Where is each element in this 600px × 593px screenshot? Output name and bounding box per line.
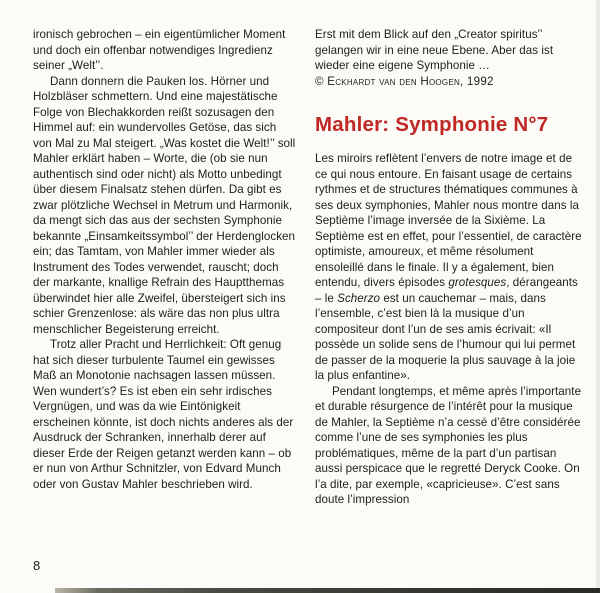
left-column: [33, 27, 298, 492]
page-number: 8: [33, 558, 41, 573]
german-paragraph-1: ironisch gebrochen – ein eigentümlicher Moment und doch ein offenbar notwendiges Ingredienz seiner „Welt’’.: [33, 28, 286, 72]
french-p1-italic-grotesques: grotesques: [448, 276, 507, 289]
french-p1-segment: Les miroirs reflètent l’envers de notre image et de ce qui nous entoure. En faisant usage de certains rythmes et de structures thématiques communes à ses deux symphonies, Mahler nous montre dans la Septième l’image inversée de la Sixième. La Septième est en effet, pour l’essentiel, de caractère optimiste, amoureux, et même résolument ensoleillé dans le finale. Il y a également, bien entendu, divers épisodes: [315, 152, 582, 289]
french-paragraph-1: [315, 151, 583, 384]
copyright-credit: © Eckhardt van den Hoogen, 1992: [315, 74, 494, 88]
french-p1-italic-scherzo: Scherzo: [337, 291, 381, 305]
german-conclusion-paragraph: Erst mit dem Blick auf den „Creator spiritus’’ gelangen wir in eine neue Ebene. Aber das ist wieder eine eigene Symphonie …: [315, 28, 554, 72]
german-paragraph-2: Dann donnern die Pauken los. Hörner und Holzbläser schmettern. Und eine majestätische Folge von Blechakkorden reißt sozusagen den Himmel auf: ein wundervolles Getöse, das sich von Mal zu Mal steigert. „Was kostet die Welt!’’ soll Mahler erklärt haben – Worte, die (ob sie nun authentisch sind oder nicht) als Motto unbedingt über diesem Finalsatz stehen dürfen. Da gibt es zwar plötzliche Wechsel in Metrum und Harmonik, da mengt sich das aus der sechsten Symphonie bekannte „Einsamkeitssymbol’’ der Herdenglocken ein; das Tamtam, von Mahler immer wieder als Instrument des Todes verwendet, rauscht; doch der markante, knallige Refrain des Hauptthemas überwindet hier alle Zweifel, übersteigert sich ins schier Grenzenlose: als wäre das non plus ultra menschlicher Begeisterung erreicht.: [33, 74, 296, 336]
scan-edge-bar: [55, 588, 600, 593]
french-p1-segment: est un cauchemar – mais, dans l’ensemble, c’est bien là la musique d’un compositeur dont l’un de ses amis écrivait: «Il possède un solide sens de l’humour qui lui permet de passer de la moquerie la plus sauvage à la joie la plus enfantine».: [315, 291, 576, 382]
page-edge-shadow: [596, 0, 600, 593]
right-column: [315, 27, 583, 508]
german-paragraph-3: Trotz aller Pracht und Herrlichkeit: Oft genug hat sich dieser turbulente Taumel ein gewisses Maß an Monotonie nachsagen lassen müssen. Wen wundert’s? Es ist eben ein sehr irdisches Vergnügen, und was da wie Eintönigkeit erscheinen könnte, ist doch nichts anderes als der Ausdruck der Schranken, innerhalb derer auf dieser Erde der Reigen getanzt werden kann – ob er nun von Arthur Schnitzler, von Edvard Munch oder von Gustav Mahler beschrieben wird.: [33, 338, 294, 491]
section-heading: Mahler: Symphonie N°7: [315, 113, 549, 136]
french-paragraph-2: Pendant longtemps, et même après l’importante et durable résurgence de l’intérêt pour la musique de Mahler, la Septième n’a cessé d’être considérée comme l’une de ses symphonies les plus problématiques, même de la part d’un partisan aussi perspicace que le regretté Deryck Cooke. On l’a dite, par exemple, «capricieuse». C’est sans doute l’impression: [315, 384, 582, 506]
french-p1-segment: , dérangeants – le: [315, 276, 578, 305]
